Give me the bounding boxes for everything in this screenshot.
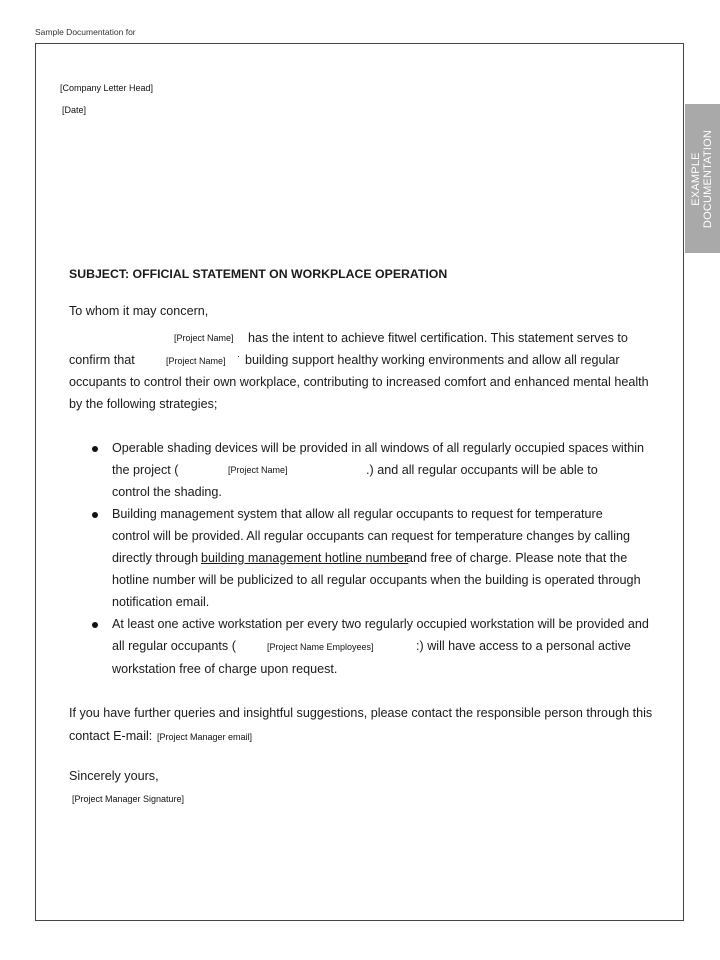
bullet-2-dot xyxy=(92,512,98,518)
project-employees-placeholder: [Project Name Employees] xyxy=(267,642,374,652)
side-tab-line1: EXAMPLE xyxy=(690,151,703,206)
manager-email-placeholder: [Project Manager email] xyxy=(157,732,253,742)
hotline-number-link[interactable]: building management hotline number xyxy=(201,551,409,565)
signature-placeholder: [Project Manager Signature] xyxy=(72,794,185,804)
project-name-placeholder: [Project Name] xyxy=(174,333,234,343)
intro-line-3: occupants to control their own workplace, contributing to increased comfort and enhanced mental health xyxy=(69,375,649,389)
closing-line-1: If you have further queries and insightful suggestions, please contact the responsible person through this xyxy=(69,706,653,720)
bullet-2-line-4: hotline number will be publicized to all regular occupants when the building is operated through xyxy=(112,573,641,587)
stray-mark: · xyxy=(237,351,240,361)
bullet-1-line-2-tail: .) and all regular occupants will be able to xyxy=(366,463,598,477)
intro-line-1: has the intent to achieve fitwel certification. This statement serves to xyxy=(248,331,628,345)
project-name-placeholder: [Project Name] xyxy=(228,465,288,475)
side-tab-line2: DOCUMENTATION xyxy=(702,129,715,228)
bullet-3-line-3: workstation free of charge upon request. xyxy=(112,662,338,676)
bullet-3-dot xyxy=(92,622,98,628)
intro-line-2-lead: confirm that xyxy=(69,353,135,367)
intro-line-4: by the following strategies; xyxy=(69,397,218,411)
bullet-1-line-2-lead: the project ( xyxy=(112,463,179,477)
salutation: To whom it may concern, xyxy=(69,304,209,318)
intro-line-2: building support healthy working environments and allow all regular xyxy=(245,353,620,367)
bullet-3-line-1: At least one active workstation per every two regularly occupied workstation will be provided and xyxy=(112,617,649,631)
closing-line-2-lead: contact E-mail: xyxy=(69,729,153,743)
date-placeholder: [Date] xyxy=(62,105,87,115)
bullet-1-dot xyxy=(92,446,98,452)
document-page xyxy=(35,43,684,921)
bullet-3-line-2-lead: all regular occupants ( xyxy=(112,639,236,653)
company-letterhead-placeholder: [Company Letter Head] xyxy=(60,83,154,93)
bullet-1-line-1: Operable shading devices will be provided in all windows of all regularly occupied spaces within xyxy=(112,441,645,455)
project-name-placeholder: [Project Name] xyxy=(166,356,226,366)
bullet-1-line-3: control the shading. xyxy=(112,485,222,499)
bullet-2-line-3-lead: directly through xyxy=(112,551,199,565)
example-documentation-tab xyxy=(685,104,720,253)
signoff: Sincerely yours, xyxy=(69,769,159,783)
header-note: Sample Documentation for xyxy=(35,27,136,37)
bullet-2-line-1: Building management system that allow all regular occupants to request for temperature xyxy=(112,507,603,521)
subject-line: SUBJECT: OFFICIAL STATEMENT ON WORKPLACE OPERATION xyxy=(69,267,448,281)
bullet-3-line-2-tail: :) will have access to a personal active xyxy=(416,639,631,653)
bullet-2-line-5: notification email. xyxy=(112,595,210,609)
bullet-2-line-2: control will be provided. All regular occupants can request for temperature changes by calling xyxy=(112,529,631,543)
bullet-2-line-3-tail: and free of charge. Please note that the xyxy=(406,551,628,565)
